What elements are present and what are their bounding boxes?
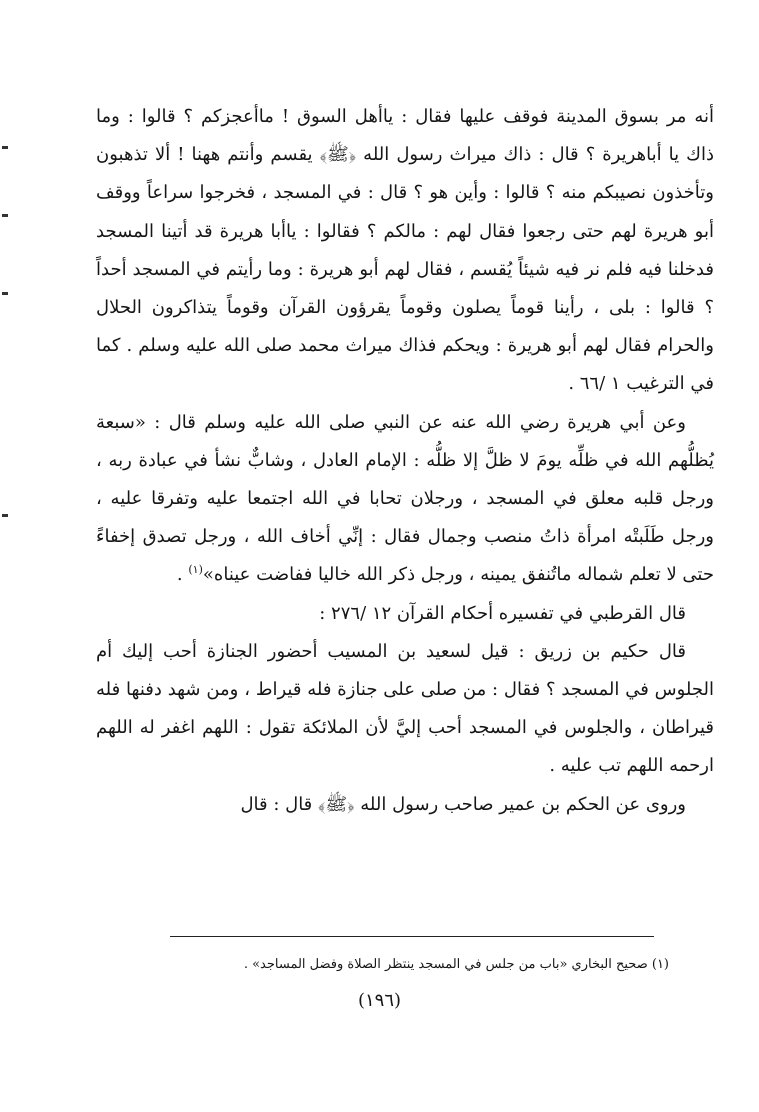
edge-mark — [2, 214, 8, 217]
edge-mark — [2, 292, 8, 295]
paragraph-5: وروى عن الحكم بن عمير صاحب رسول الله ﴿ﷺ﴾ قال : قال — [240, 793, 686, 815]
footnote-ref-1: (١) — [188, 563, 203, 577]
edge-mark — [2, 514, 8, 517]
paragraph-2-tail: . — [176, 564, 189, 586]
main-text — [96, 98, 714, 824]
edge-mark — [2, 146, 8, 149]
paragraph-4: قال حكيم بن زريق : قيل لسعيد بن المسيب أحضور الجنازة أحب إليك أم الجلوس في المسجد ؟ فقال : من صلى على جنازة فله قيراط ، ومن شهد دفنها فله قيراطان ، والجلوس في المسجد أحب إليَّ لأن الملائكة تقول : اللهم اغفر له اللهم ارحمه اللهم تب عليه . — [96, 640, 714, 777]
footnote: (١) صحيح البخاري «باب من جلس في المسجد ينتظر الصلاة وفضل المساجد» . — [243, 957, 669, 972]
paragraph-2-text: وعن أبي هريرة رضي الله عنه عن النبي صلى الله عليه وسلم قال : «سبعة يُظلُّهم الله في ظلِّه يومَ لا ظلَّ إلا ظلُّه : الإمام العادل ، وشابٌّ نشأ في عبادة ربه ، ورجل قلبه معلق في المسجد ، ورجلان تحابا في الله اجتمعا عليه وتفرقا عليه ، ورجل طَلَبتْه امرأة ذاتُ منصب وجمال فقال : إنِّي أخاف الله ، ورجل تصدق إخفاءً حتى لا تعلم شماله ماتُنفق يمينه ، ورجل ذكر الله خاليا ففاضت عيناه» — [96, 411, 714, 586]
paragraph-3: قال القرطبي في تفسيره أحكام القرآن ١٢ /٢٧٦ : — [319, 602, 686, 624]
paragraph-1: أنه مر بسوق المدينة فوقف عليها فقال : ياأهل السوق ! ماأعجزكم ؟ قالوا : وما ذاك يا أباهريرة ؟ قال : ذاك ميراث رسول الله ﴿ﷺ﴾ يقسم وأنتم ههنا ! ألا تذهبون وتأخذون نصيبكم منه ؟ قالوا : وأين هو ؟ قال : في المسجد ، فخرجوا سراعاً ووقف أبو هريرة لهم حتى رجعوا فقال لهم : مالكم ؟ فقالوا : ياأبا هريرة قد أتينا المسجد فدخلنا فيه فلم نر فيه شيئاً يُقسم ، فقال لهم أبو هريرة : وما رأيتم في المسجد أحداً ؟ قالوا : بلى ، رأينا قوماً يصلون وقوماً يقرؤون القرآن وقوماً يتذاكرون الحلال والحرام فقال لهم أبو هريرة : ويحكم فذاك ميراث محمد صلى الله عليه وسلم . كما في الترغيب ١ /٦٦ . — [96, 106, 714, 395]
page-number: (١٩٦) — [357, 990, 402, 1011]
paragraph-2 — [96, 404, 714, 595]
footnote-divider — [170, 936, 654, 937]
